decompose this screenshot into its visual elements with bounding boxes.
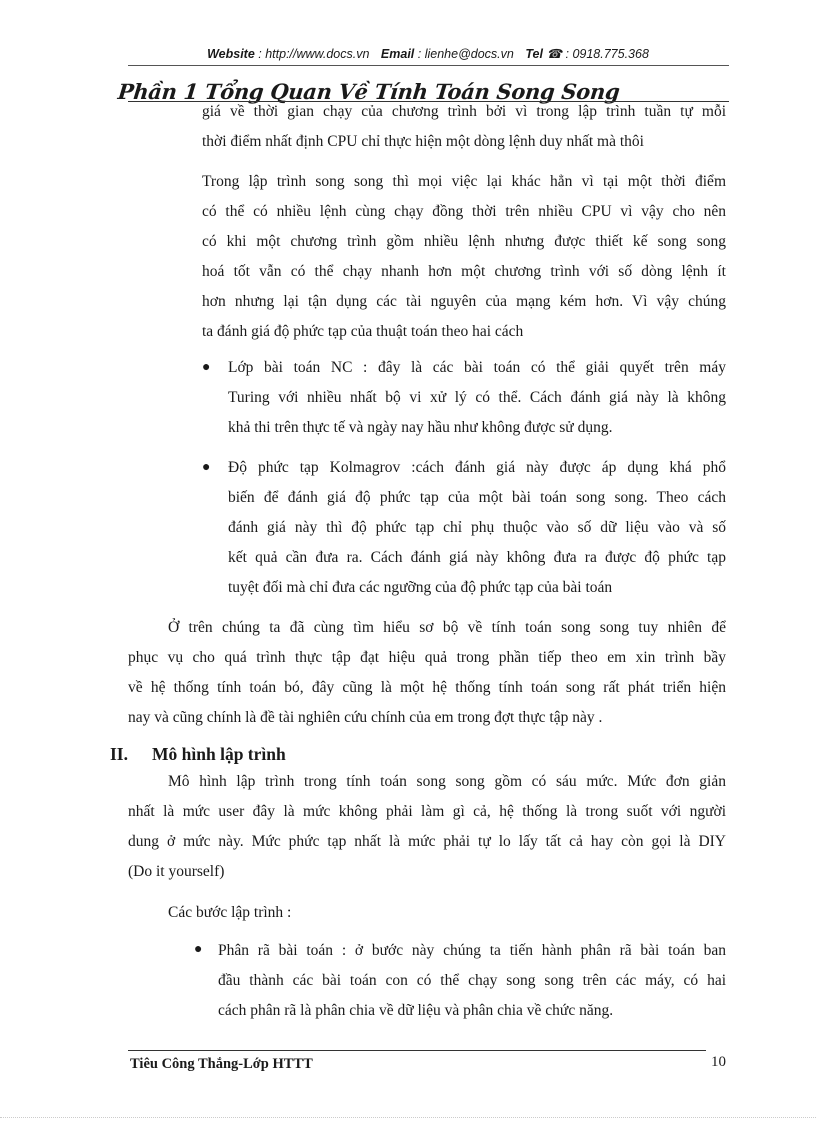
text-line: dung ở mức này. Mức phức tạp nhất là mức phải tự lo lấy tất cả hay còn gọi là DIY [128,833,726,850]
website-label: Website [207,47,255,61]
text-line: có khi một chương trình gồm nhiều lệnh nhưng được thiết kế song song [202,233,726,250]
text-line: Turing với nhiều nhất bộ vi xử lý có thể. Cách đánh giá này là không [228,389,726,406]
email-label: Email [380,47,415,61]
bullet-decomposition [218,936,726,1026]
bullet-icon: ● [194,942,203,957]
bullet-icon: ● [202,360,211,375]
text-line: (Do it yourself) [128,863,225,880]
bullet-kolmagrov [228,453,726,603]
tel-label: Tel [525,47,543,61]
email-value: lienhe@docs.vn [424,47,514,61]
paragraph-programming-model [128,767,726,887]
text-line: giá về thời gian chạy của chương trình bởi vì trong lập trình tuần tự mỗi [202,103,726,120]
section-number: II. [110,744,128,764]
paragraph-summary [128,613,726,733]
section-title: Mô hình lập trình [152,744,286,764]
text-line: Mô hình lập trình trong tính toán song song gồm có sáu mức. Mức đơn giản [168,773,726,790]
chapter-title: Phần 1 Tổng Quan Về Tính Toán Song Song [116,79,621,104]
text-line: nay và cũng chính là đề tài nghiên cứu chính của em trong đợt thực tập này . [128,709,603,726]
site-header: Website : http://www.docs.vn Email : lienhe@docs.vn Tel ☎ : 0918.775.368 [207,47,649,61]
text-line: hoá tốt vẫn có thể chạy nhanh hơn một chương trình với số dòng lệnh ít [202,263,726,280]
text-line: về hệ thống tính toán bó, đây cũng là một hệ thống tính toán song rất phát triển hiện [128,679,726,696]
text-line: Các bước lập trình : [168,904,292,921]
text-line: nhất là mức user đây là mức không phải làm gì cả, hệ thống là trong suốt với người [128,803,726,820]
text-line: đánh giá này thì độ phức tạp chỉ phụ thuộc vào số dữ liệu vào và số [228,519,726,536]
text-line: Ở trên chúng ta đã cùng tìm hiểu sơ bộ về tính toán song song tuy nhiên để [168,619,726,636]
website-value: http://www.docs.vn [265,47,370,61]
footer-author: Tiêu Công Thắng-Lớp HTTT [130,1056,313,1072]
text-line: khả thi trên thực tế và ngày nay hầu như không được sử dụng. [228,419,613,436]
text-line: ta đánh giá độ phức tạp của thuật toán theo hai cách [202,323,524,340]
text-line: Trong lập trình song song thì mọi việc lại khác hẳn vì tại một thời điểm [202,173,726,190]
text-line: đầu thành các bài toán con có thể chạy song song trên các máy, có hai [218,972,726,989]
section-heading [110,744,286,765]
paragraph-steps-intro [168,898,726,928]
text-line: Lớp bài toán NC : đây là các bài toán có thể giải quyết trên máy [228,359,726,376]
phone-icon: ☎ : [546,47,573,61]
tel-value: 0918.775.368 [572,47,649,61]
text-line: phục vụ cho quá trình thực tập đạt hiệu quả trong phần tiếp theo em xin trình bầy [128,649,726,666]
text-line: Độ phức tạp Kolmagrov :cách đánh giá này được áp dụng khá phổ [228,459,726,476]
page-number: 10 [711,1054,726,1070]
bullet-icon: ● [202,460,211,475]
text-line: có thể có nhiều lệnh cùng chạy đồng thời trên nhiều CPU vì vậy cho nên [202,203,726,220]
bullet-nc-class [228,353,726,443]
footer-rule [128,1050,706,1051]
text-line: kết quả cần đưa ra. Cách đánh giá này không đưa ra được độ phức tạp [228,549,726,566]
text-line: hơn nhưng lại tận dụng các tài nguyên của mạng kém hơn. Vì vậy chúng [202,293,726,310]
paragraph-continuation [202,97,726,157]
page-bottom-divider [0,1117,816,1118]
text-line: cách phân rã là phân chia về dữ liệu và phân chia về chức năng. [218,1002,614,1019]
text-line: biến để đánh giá độ phức tạp của một bài toán song song. Theo cách [228,489,726,506]
text-line: Phân rã bài toán : ở bước này chúng ta tiến hành phân rã bài toán ban [218,942,726,959]
text-line: tuyệt đối mà chỉ đưa các ngưỡng của độ phức tạp của bài toán [228,579,613,596]
text-line: thời điểm nhất định CPU chỉ thực hiện một dòng lệnh duy nhất mà thôi [202,133,644,150]
header-rule [128,65,729,66]
paragraph-parallel [202,167,726,347]
